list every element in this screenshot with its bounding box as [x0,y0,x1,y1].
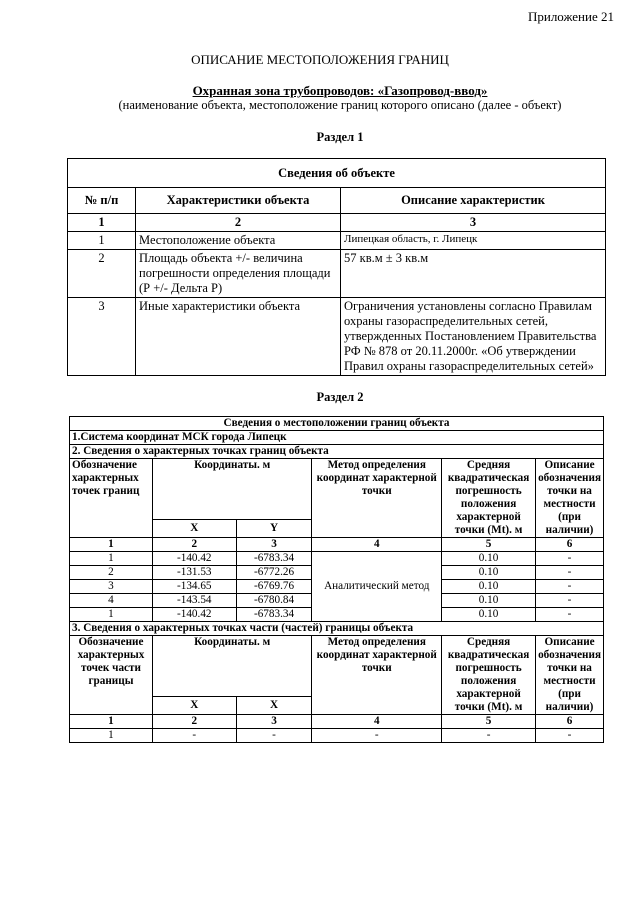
point-mt: 0.10 [442,608,536,622]
table-row [68,250,606,298]
col-number: 6 [536,715,604,729]
point-number: 2 [70,566,153,580]
row-characteristic: Местоположение объекта [136,232,341,250]
header-mt: Средняя квадратическая погрешность положения характерной точки (Mt). м [442,459,536,538]
section-2-label: Раздел 2 [316,390,364,404]
document-title: ОПИСАНИЕ МЕСТОПОЛОЖЕНИЯ ГРАНИЦ [191,52,449,67]
appendix-label: Приложение 21 [527,9,614,24]
header-number: № п/п [68,188,136,214]
point-y: - [236,729,312,743]
col-number: 5 [442,715,536,729]
point-y: -6783.34 [236,608,312,622]
point-mt: 0.10 [442,566,536,580]
point-number: 4 [70,594,153,608]
point-x: -143.54 [152,594,236,608]
boundary-table [69,416,604,743]
point-y: -6783.34 [236,552,312,566]
row-number: 2 [68,250,136,298]
row-number: 1 [68,232,136,250]
row-characteristic: Площадь объекта +/- величина погрешности определения площади (Р +/- Дельта Р) [136,250,341,298]
object-info-table [67,158,606,376]
section-1-label: Раздел 1 [316,130,364,144]
header-coordinates: Координаты. м [152,459,312,520]
point-y: -6780.84 [236,594,312,608]
table-title: Сведения о местоположении границ объекта [70,417,604,431]
point-desc: - [536,552,604,566]
object-description: (наименование объекта, местоположение границ которого описано (далее - объект) [118,98,562,112]
point-mt: 0.10 [442,580,536,594]
point-number: 3 [70,580,153,594]
point-number: 1 [70,552,153,566]
col-number: 2 [136,214,341,232]
point-mt: - [442,729,536,743]
col-number: 2 [152,715,236,729]
col-number: 3 [341,214,606,232]
header-point: Обозначение характерных точек границ [70,459,153,538]
header-mt: Средняя квадратическая погрешность положения характерной точки (Mt). м [442,636,536,715]
point-x: -140.42 [152,608,236,622]
col-number: 3 [236,538,312,552]
row-characteristic: Иные характеристики объекта [136,298,341,376]
coordinate-system: 1.Система координат МСК города Липецк [70,431,604,445]
table-row [70,552,604,566]
col-number: 1 [68,214,136,232]
header-description: Описание характеристик [341,188,606,214]
table-row [68,232,606,250]
point-y: -6769.76 [236,580,312,594]
col-number: 6 [536,538,604,552]
part-3-title: 3. Сведения о характерных точках части (частей) границы объекта [70,622,604,636]
row-number: 3 [68,298,136,376]
header-characteristic: Характеристики объекта [136,188,341,214]
col-number: 1 [70,538,153,552]
object-name: Охранная зона трубопроводов: «Газопровод-ввод» [192,83,488,98]
table-title: Сведения об объекте [68,159,606,188]
point-desc: - [536,566,604,580]
point-mt: 0.10 [442,594,536,608]
point-y: -6772.26 [236,566,312,580]
point-x: -134.65 [152,580,236,594]
point-number: 1 [70,729,153,743]
point-number: 1 [70,608,153,622]
col-number: 4 [312,715,442,729]
point-x: -131.53 [152,566,236,580]
table-row [70,729,604,743]
header-y: X [236,697,312,715]
col-number: 4 [312,538,442,552]
header-x: X [152,697,236,715]
point-x: -140.42 [152,552,236,566]
col-number: 3 [236,715,312,729]
table-row [68,298,606,376]
header-desc: Описание обозначения точки на местности (при наличии) [536,459,604,538]
point-desc: - [536,580,604,594]
header-point-part: Обозначение характерных точек части границы [70,636,153,715]
col-number: 5 [442,538,536,552]
header-x: X [152,520,236,538]
point-desc: - [536,594,604,608]
point-desc: - [536,729,604,743]
point-mt: 0.10 [442,552,536,566]
method-value: - [312,729,442,743]
col-number: 1 [70,715,153,729]
header-method: Метод определения координат характерной точки [312,636,442,715]
part-2-title: 2. Сведения о характерных точках границ объекта [70,445,604,459]
col-number: 2 [152,538,236,552]
row-description: Ограничения установлены согласно Правилам охраны газораспределительных сетей, утвержденных Постановлением Правительства РФ № 878 от 20.11.2000г. «Об утверждении Правил охраны газораспределительных сетей» [341,298,606,376]
point-x: - [152,729,236,743]
method-value: Аналитический метод [312,552,442,622]
row-description: 57 кв.м ± 3 кв.м [341,250,606,298]
row-description: Липецкая область, г. Липецк [341,232,606,250]
header-coordinates: Координаты. м [152,636,312,697]
point-desc: - [536,608,604,622]
header-desc: Описание обозначения точки на местности (при наличии) [536,636,604,715]
header-y: Y [236,520,312,538]
header-method: Метод определения координат характерной точки [312,459,442,538]
